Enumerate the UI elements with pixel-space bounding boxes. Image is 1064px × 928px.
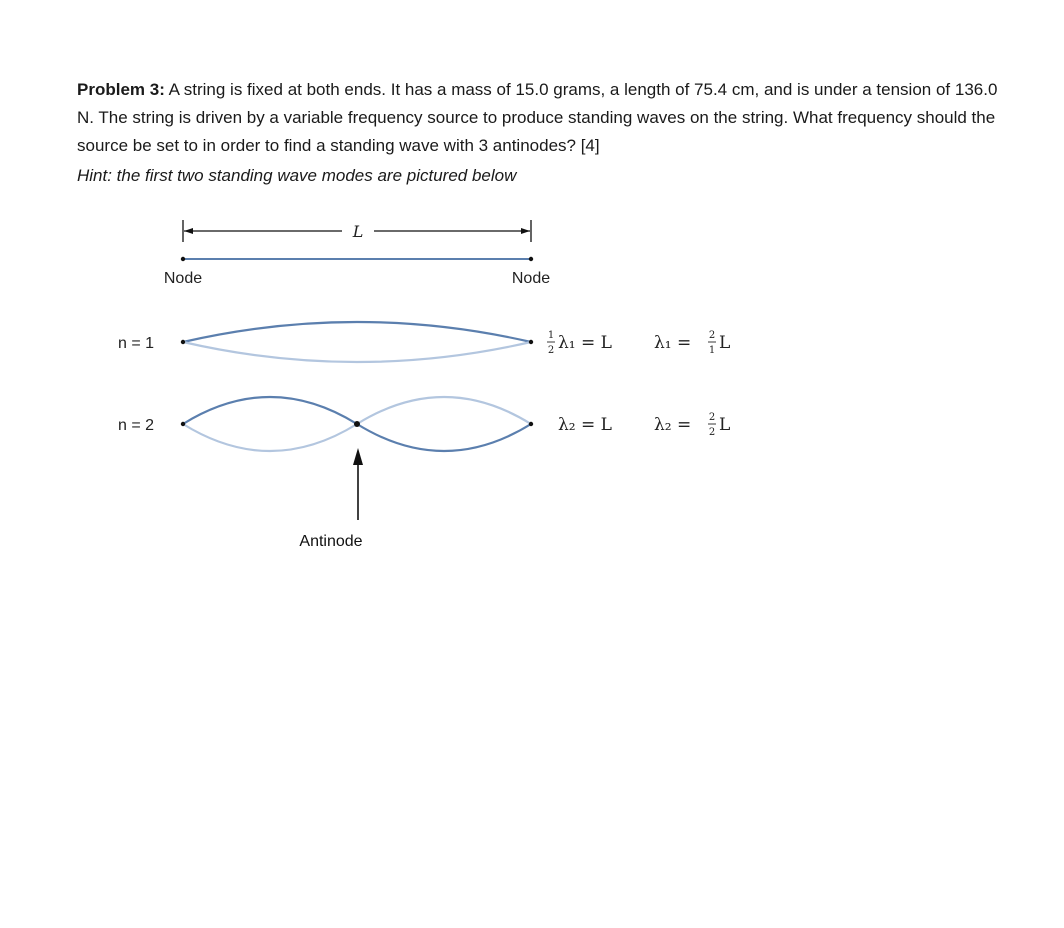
mode-1-equation-2: [654, 330, 730, 356]
antinode-arrow: [353, 448, 363, 520]
mode-2-equation-1: λ₂ = L: [558, 415, 612, 435]
mode-1-label: n = 1: [118, 335, 155, 352]
hint-text: Hint: the first two standing wave modes are pictured below: [77, 166, 517, 185]
center-node-dot: [354, 421, 360, 427]
svg-text:2: 2: [708, 427, 716, 438]
problem-label: Problem 3:: [77, 80, 165, 99]
problem-text: A string is fixed at both ends. It has a mass of 15.0 grams, a length of 75.4 cm, and is under a tension of 136.0 N. The string is driven by a variable frequency source to produce standing waves on the string. What frequency should the source be set to in order to find a standing wave with 3 antinodes? [4]: [77, 80, 998, 155]
svg-text:λ₁ =: λ₁ =: [654, 333, 692, 353]
svg-text:λ₁ = L: λ₁ = L: [558, 333, 612, 353]
svg-text:1: 1: [708, 345, 716, 356]
length-dimension: [183, 220, 531, 242]
svg-text:1: 1: [547, 330, 555, 341]
reference-string: [181, 257, 533, 261]
svg-text:2: 2: [708, 412, 716, 423]
svg-text:2: 2: [547, 345, 555, 356]
svg-text:L: L: [719, 333, 731, 353]
mode-2: [118, 397, 730, 451]
mode-1: [118, 322, 730, 362]
node-right-label: Node: [511, 270, 551, 287]
svg-text:2: 2: [708, 330, 716, 341]
mode-2-label: n = 2: [118, 417, 155, 434]
mode-1-equation-1: [547, 330, 612, 356]
mode-2-equation-2: [654, 412, 730, 438]
length-label: L: [352, 222, 364, 241]
svg-text:λ₂ =: λ₂ =: [654, 415, 692, 435]
svg-text:L: L: [719, 415, 731, 435]
antinode-label: Antinode: [299, 533, 363, 550]
mode-1-wave-upper: [183, 322, 531, 342]
mode-1-wave-lower: [183, 342, 531, 362]
node-left-label: Node: [163, 270, 203, 287]
